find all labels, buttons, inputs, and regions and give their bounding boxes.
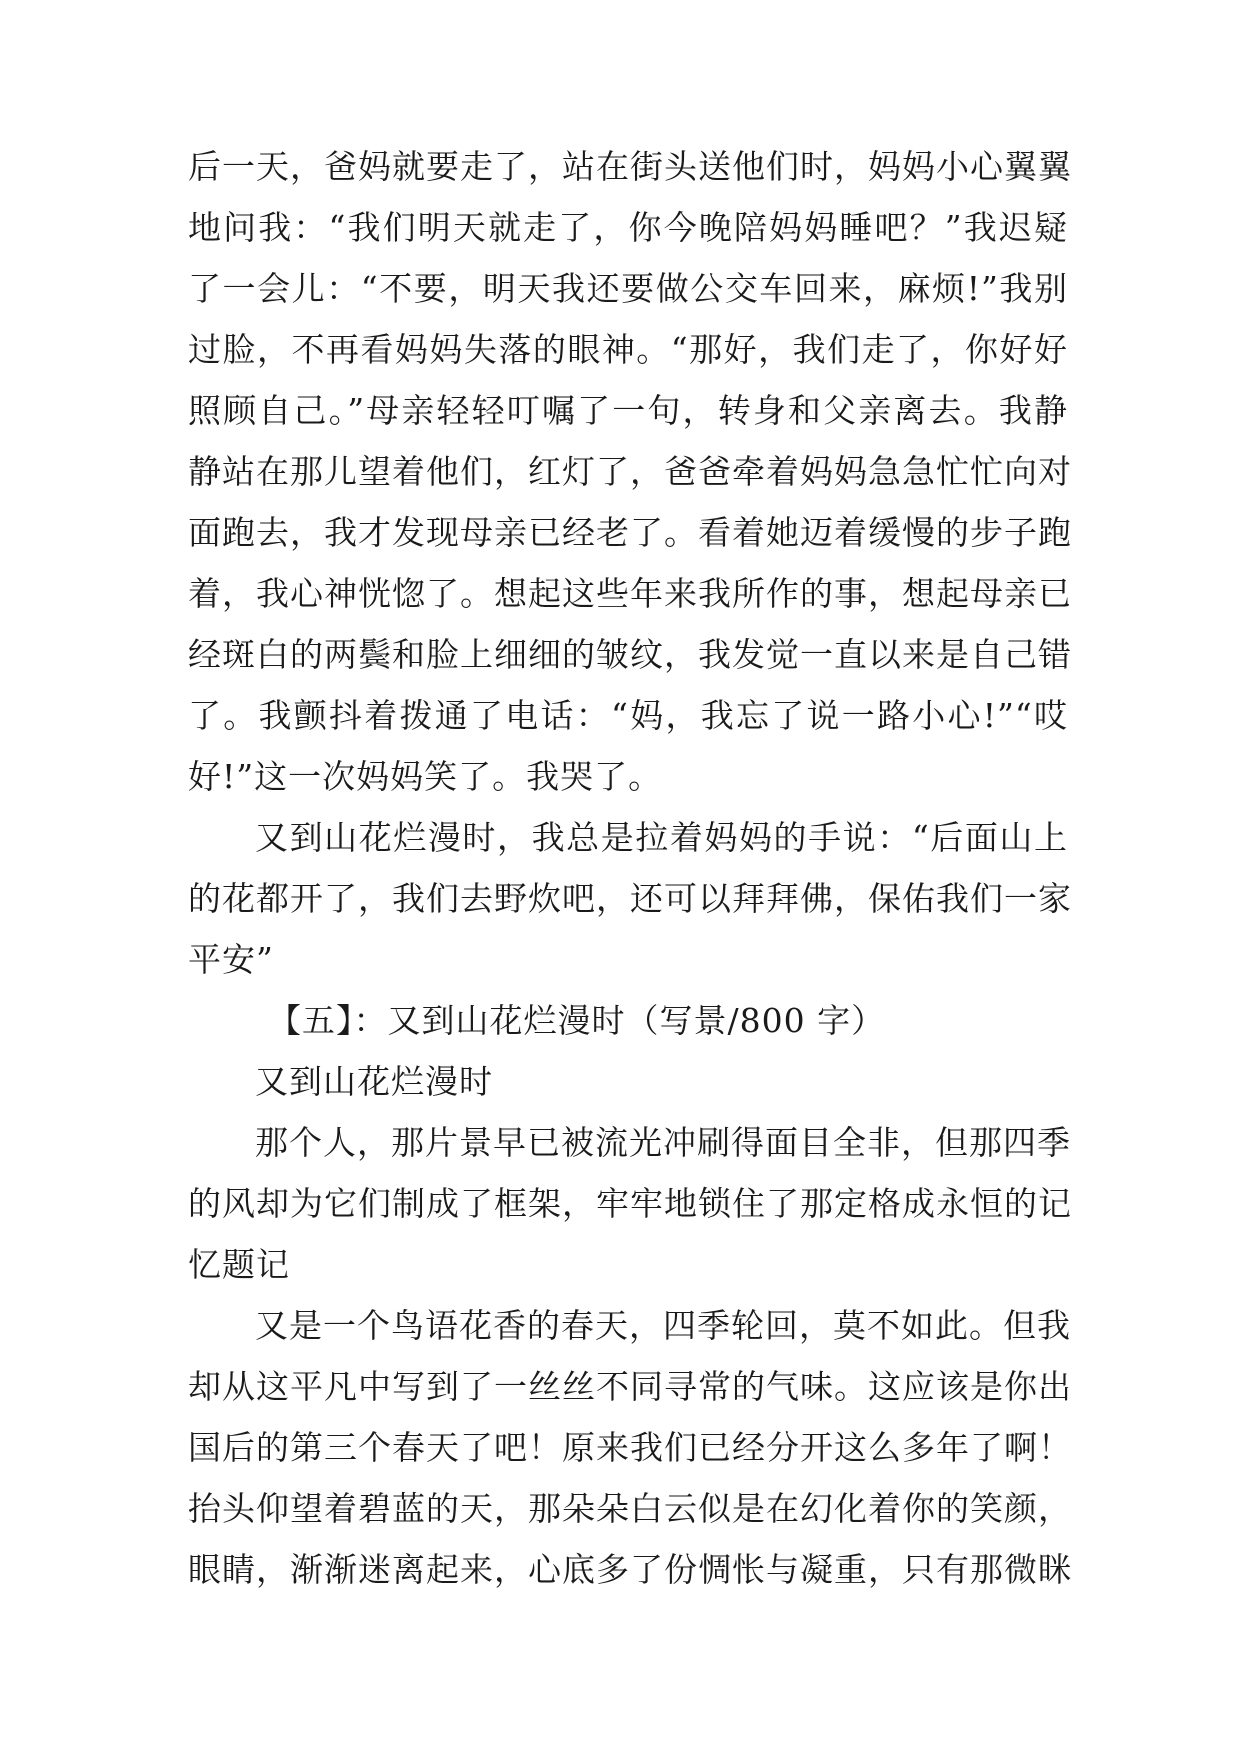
essay-title: 又到山花烂漫时 (255, 1062, 493, 1101)
text-line: 的花都开了，我们去野炊吧，还可以拜拜佛，保佑我们一家 (188, 879, 1072, 918)
text-line: 地问我：“我们明天就走了，你今晚陪妈妈睡吧？”我迟疑 (188, 208, 1068, 247)
text-line: 照顾自己。”母亲轻轻叮嘱了一句，转身和父亲离去。我静 (188, 391, 1068, 430)
paragraph-first-line: 又到山花烂漫时，我总是拉着妈妈的手说：“后面山上 (255, 818, 1068, 857)
paragraph-first-line: 那个人，那片景早已被流光冲刷得面目全非，但那四季 (255, 1123, 1071, 1162)
text-line: 静站在那儿望着他们，红灯了，爸爸牵着妈妈急急忙忙向对 (188, 452, 1072, 491)
text-line: 抬头仰望着碧蓝的天，那朵朵白云似是在幻化着你的笑颜， (188, 1489, 1072, 1528)
text-line: 经斑白的两鬓和脸上细细的皱纹，我发觉一直以来是自己错 (188, 635, 1072, 674)
text-line: 了一会儿：“不要，明天我还要做公交车回来，麻烦!”我别 (188, 269, 1068, 308)
text-line: 着，我心神恍惚了。想起这些年来我所作的事，想起母亲已 (188, 574, 1072, 613)
text-line: 忆题记 (188, 1245, 290, 1284)
text-line: 后一天，爸妈就要走了，站在街头送他们时，妈妈小心翼翼 (188, 147, 1072, 186)
text-line: 面跑去，我才发现母亲已经老了。看着她迈着缓慢的步子跑 (188, 513, 1072, 552)
text-line: 过脸，不再看妈妈失落的眼神。“那好，我们走了，你好好 (188, 330, 1068, 369)
text-line: 却从这平凡中写到了一丝丝不同寻常的气味。这应该是你出 (188, 1367, 1072, 1406)
text-line: 国后的第三个春天了吧！原来我们已经分开这么多年了啊！ (188, 1428, 1072, 1467)
paragraph-first-line: 又是一个鸟语花香的春天，四季轮回，莫不如此。但我 (255, 1306, 1071, 1345)
text-line: 平安” (188, 940, 274, 979)
text-line: 的风却为它们制成了框架，牢牢地锁住了那定格成永恒的记 (188, 1184, 1072, 1223)
section-heading: 【五】：又到山花烂漫时（写景/800 字） (268, 1001, 886, 1040)
text-line: 好!”这一次妈妈笑了。我哭了。 (188, 757, 663, 796)
text-line: 了。我颤抖着拨通了电话：“妈，我忘了说一路小心!”“哎 (188, 696, 1068, 735)
text-line: 眼睛，渐渐迷离起来，心底多了份惆怅与凝重，只有那微眯 (188, 1550, 1072, 1589)
